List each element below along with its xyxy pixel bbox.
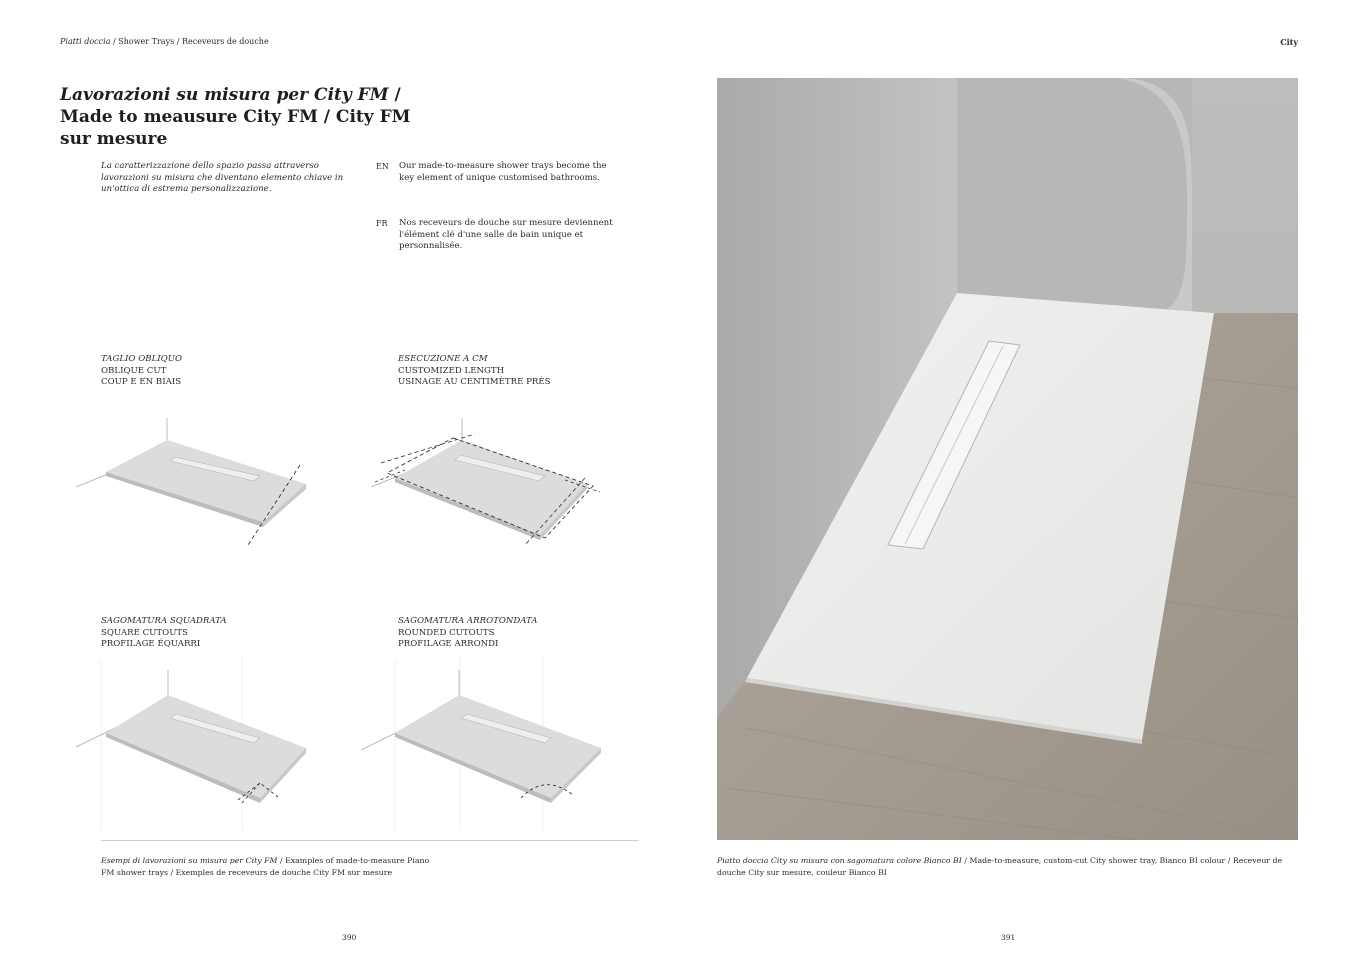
caption-right xyxy=(717,855,1297,878)
label-square-cutouts xyxy=(101,616,227,651)
breadcrumb-rest: / Shower Trays / Receveurs de douche xyxy=(110,37,269,46)
label-it: SAGOMATURA SQUADRATA xyxy=(101,616,227,626)
label-it: SAGOMATURA ARROTONDATA xyxy=(398,616,538,626)
lang-code-en: EN xyxy=(376,162,389,171)
page-number-right: 391 xyxy=(1001,933,1016,942)
caption-left xyxy=(101,855,431,878)
label-fr: COUP E EN BIAIS xyxy=(101,377,182,387)
lang-code-fr: FR xyxy=(376,219,388,228)
label-fr: USINAGE AU CENTIMÈTRE PRÈS xyxy=(398,377,551,387)
customized-length-diagram xyxy=(365,410,615,555)
section-breadcrumb xyxy=(60,37,269,46)
intro-french: Nos receveurs de douche sur mesure deviennent l'élément clé d'une salle de bain unique et personnalisée. xyxy=(399,218,613,251)
caption-divider xyxy=(101,840,639,841)
title-italic: Lavorazioni su misura per City FM xyxy=(60,85,389,105)
caption-left-italic: Esempi di lavorazioni su misura per City FM xyxy=(101,856,278,865)
label-customized-length xyxy=(398,354,551,389)
page-number-left: 390 xyxy=(342,933,357,942)
caption-right-italic: Piatto doccia City su misura con sagomatura colore Bianco BI xyxy=(717,856,962,865)
rounded-cutouts-diagram xyxy=(355,655,605,830)
caption-right-rest: / Made-to-measure, custom-cut City shower tray, Bianco BI colour / Receveur de douche City sur mesure, couleur Bianco BI xyxy=(717,856,1283,877)
collection-name: City xyxy=(1280,37,1298,47)
title-rest: / Made to meausure City FM / City FM sur mesure xyxy=(60,85,411,149)
label-en: OBLIQUE CUT xyxy=(101,365,167,376)
label-oblique-cut xyxy=(101,354,182,389)
page-title xyxy=(60,84,440,150)
square-cutouts-diagram xyxy=(70,655,320,830)
label-en: SQUARE CUTOUTS xyxy=(101,627,189,638)
intro-english: Our made-to-measure shower trays become the key element of unique customised bathrooms. xyxy=(399,161,607,183)
label-en: CUSTOMIZED LENGTH xyxy=(398,365,505,376)
intro-italian: La caratterizzazione dello spazio passa attraverso lavorazioni su misura che diventano elemento chiave in un'ottica di estrema personalizzazione. xyxy=(101,161,344,194)
caption-left-rest: / Examples of made-to-measure Piano FM shower trays / Exemples de receveurs de douche City FM sur mesure xyxy=(101,856,430,877)
oblique-cut-diagram xyxy=(70,410,320,555)
label-rounded-cutouts xyxy=(398,616,538,651)
label-it: ESECUZIONE A CM xyxy=(398,354,488,364)
label-it: TAGLIO OBLIQUO xyxy=(101,354,183,364)
breadcrumb-italic: Piatti doccia xyxy=(60,37,111,46)
shower-tray-photo xyxy=(717,78,1298,840)
label-fr: PROFILAGE ÉQUARRI xyxy=(101,639,201,649)
label-en: ROUNDED CUTOUTS xyxy=(398,627,495,638)
label-fr: PROFILAGE ARRONDI xyxy=(398,639,499,649)
